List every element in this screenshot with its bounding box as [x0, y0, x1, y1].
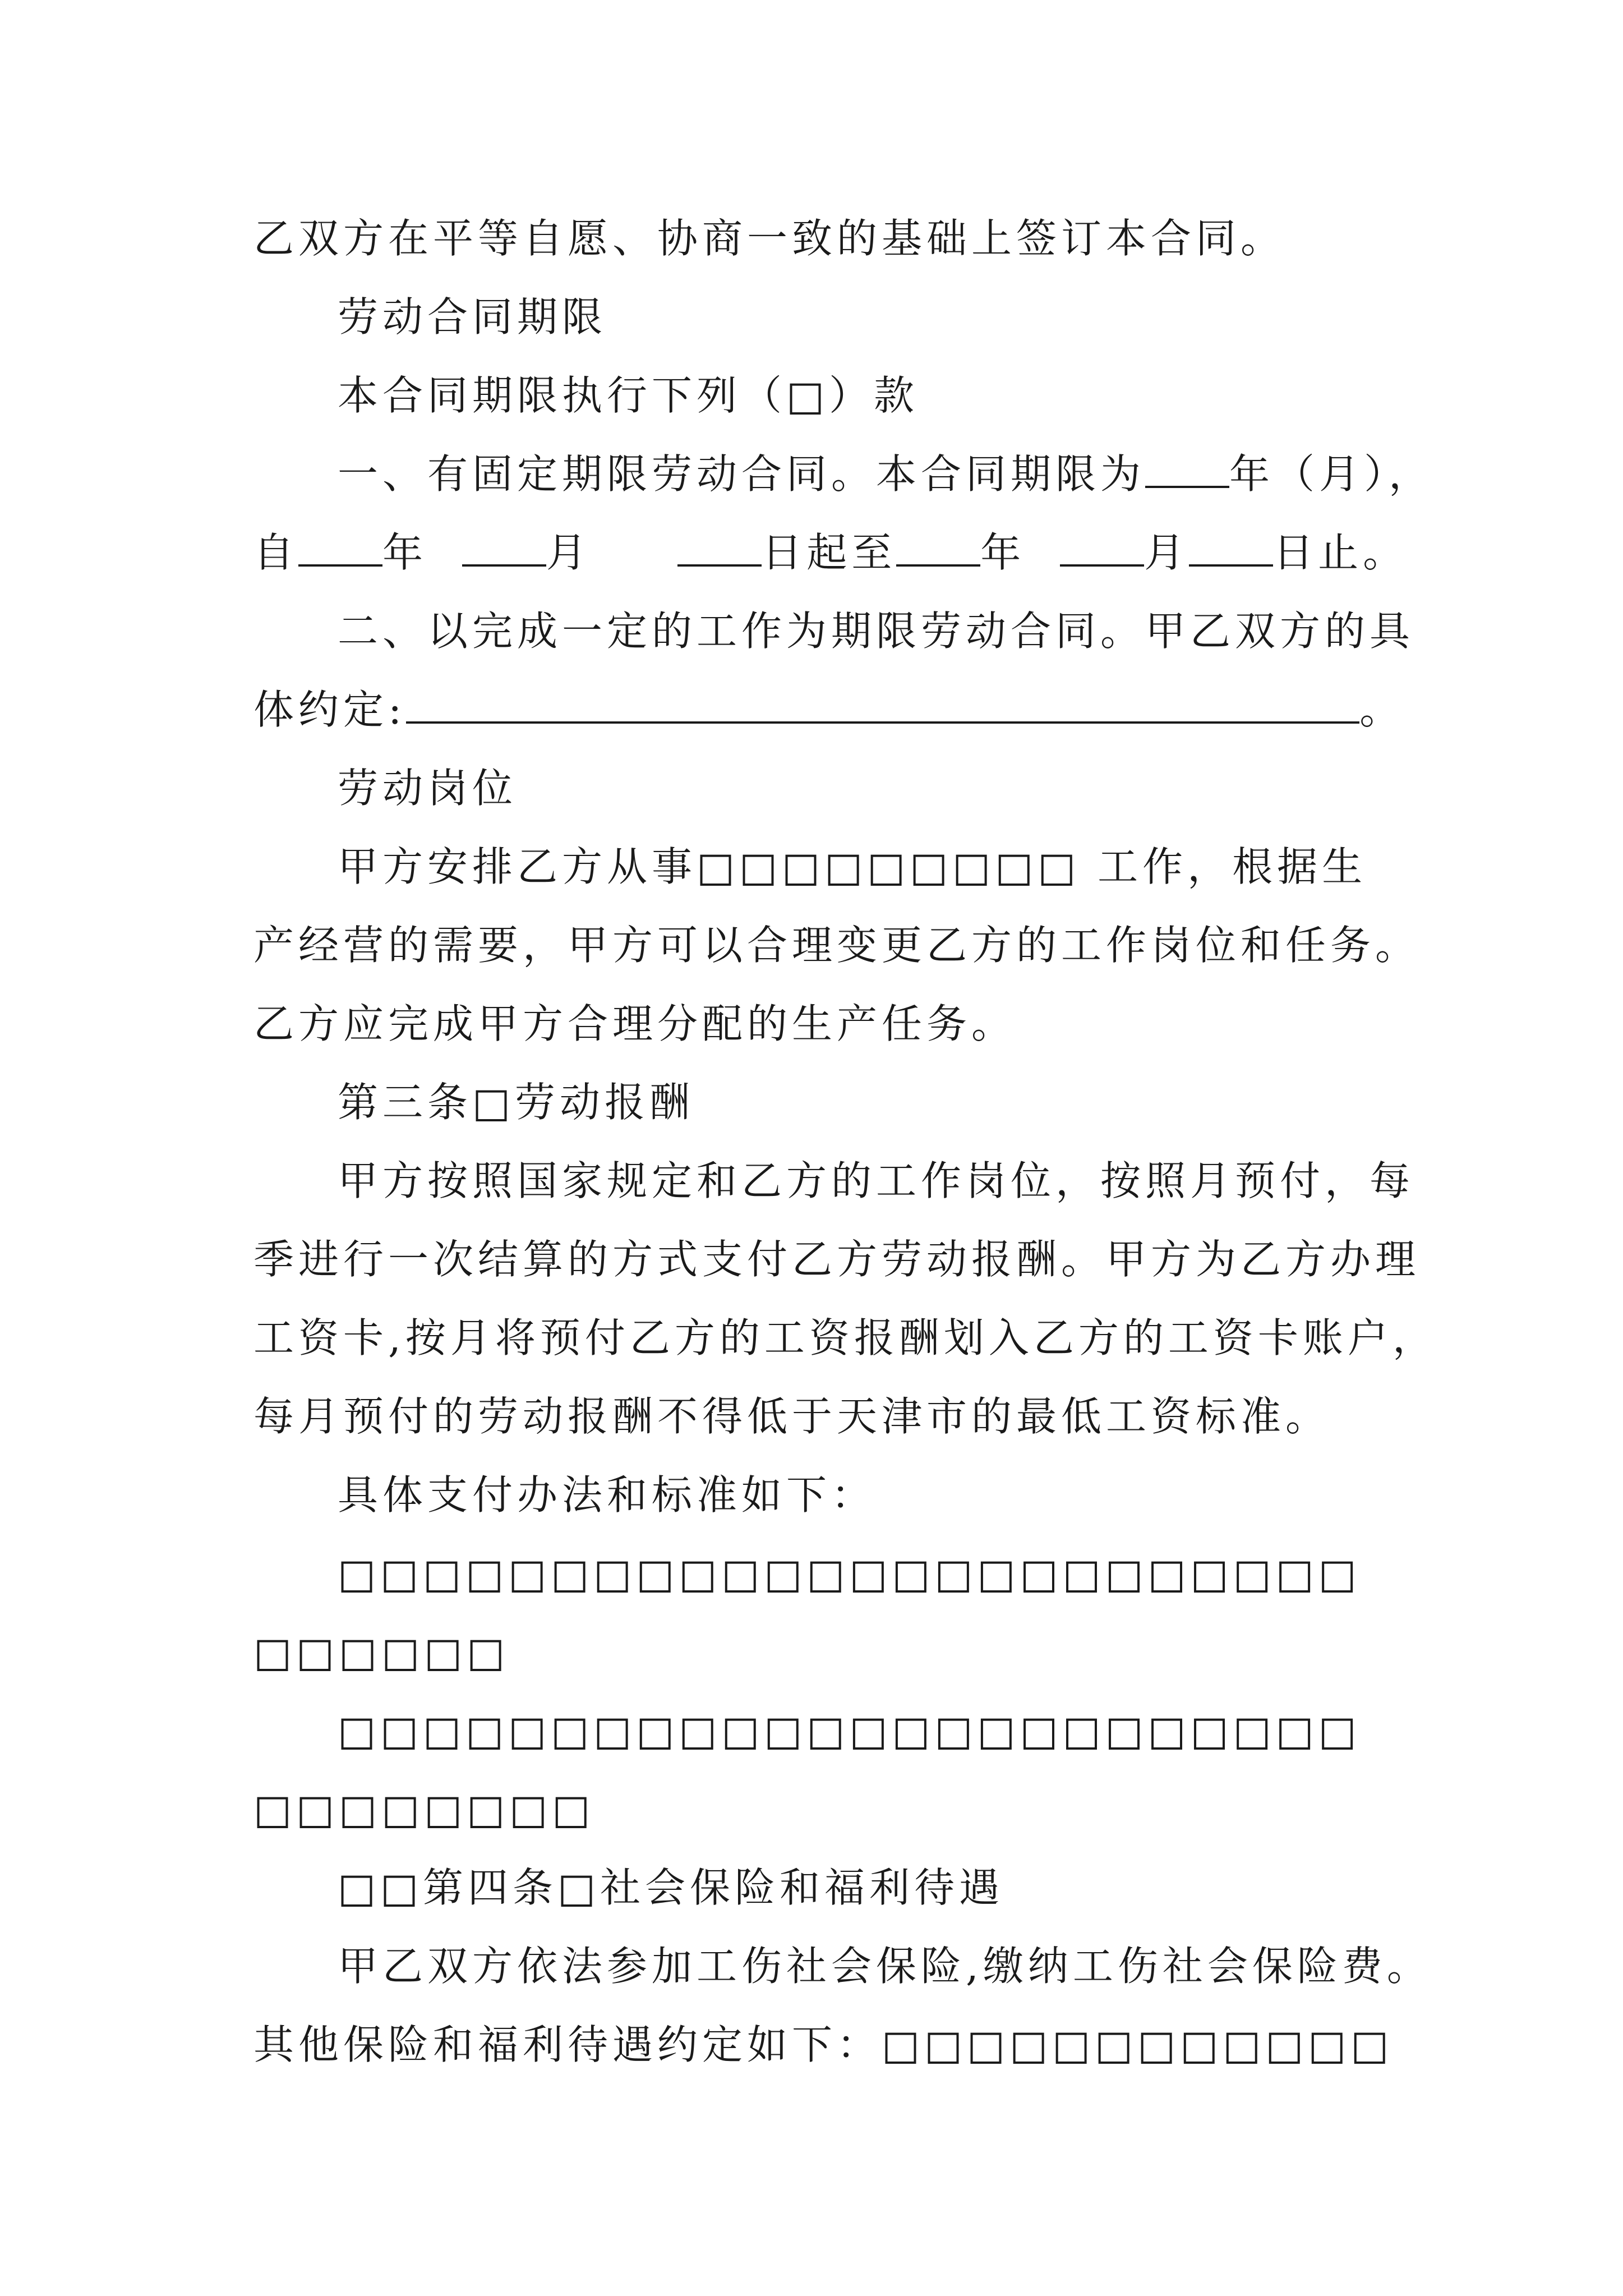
text-segment: 。 [1359, 686, 1405, 733]
text-line: □□□□□□□□ [253, 1786, 595, 1833]
text-line: 季进行一次结算的方式支付乙方劳动报酬。甲方为乙方办理 [253, 1236, 1421, 1283]
section-heading-term: 劳动合同期限 [338, 293, 607, 341]
fill-blank [896, 525, 980, 567]
text-segment: 体约定: [253, 686, 407, 733]
text-line: 本合同期限执行下列（□）款 [338, 372, 919, 419]
text-line: □□□□□□ [253, 1628, 510, 1676]
text-line: □□□□□□□□□□□□□□□□□□□□□□□□ [338, 1550, 1361, 1597]
text-segment: 日止。 [1273, 529, 1408, 576]
text-segment: 一、有固定期限劳动合同。本合同期限为 [338, 450, 1146, 498]
fill-blank [1189, 525, 1273, 567]
section-heading-article-3: 第三条□劳动报酬 [338, 1079, 695, 1126]
fill-blank [406, 682, 1359, 724]
section-heading-article-4: □□第四条□社会保险和福利待遇 [338, 1864, 1004, 1911]
text-segment: 年 [980, 529, 1026, 576]
text-segment: 月 [1144, 529, 1189, 576]
text-segment: 自 [253, 529, 299, 576]
fill-blank [1060, 525, 1144, 567]
text-segment: 年（月）， [1229, 450, 1434, 498]
text-line: 乙双方在平等自愿、协商一致的基础上签订本合同。 [253, 215, 1286, 262]
text-line: 工资卡,按月将预付乙方的工资报酬划入乙方的工资卡账户， [253, 1314, 1437, 1361]
text-line: 甲方按照国家规定和乙方的工作岗位，按照月预付，每 [338, 1157, 1415, 1204]
fill-blank [298, 525, 382, 567]
text-line: 二、以完成一定的工作为期限劳动合同。甲乙双方的具 [338, 608, 1415, 655]
text-line: 每月预付的劳动报酬不得低于天津市的最低工资标准。 [253, 1393, 1331, 1440]
text-segment: 日起至 [762, 529, 897, 576]
fill-blank [1145, 447, 1229, 488]
text-segment: 年 [382, 529, 428, 576]
text-line: 甲方安排乙方从事□□□□□□□□□ 工作，根据生 [338, 843, 1367, 890]
text-line [253, 524, 1408, 581]
text-line: 其他保险和福利待遇约定如下：□□□□□□□□□□□□ [253, 2021, 1394, 2068]
section-heading-position: 劳动岗位 [338, 765, 518, 812]
fill-blank [677, 525, 762, 567]
text-line: 乙方应完成甲方合理分配的生产任务。 [253, 1000, 1017, 1047]
fill-blank [462, 525, 546, 567]
text-line [253, 682, 1404, 738]
text-line [338, 446, 1433, 502]
text-line: 甲乙双方依法参加工伤社会保险,缴纳工伤社会保险费。 [338, 1943, 1432, 1990]
text-line: □□□□□□□□□□□□□□□□□□□□□□□□ [338, 1707, 1361, 1754]
text-line: 具体支付办法和标准如下： [338, 1471, 877, 1519]
text-segment: 月 [546, 529, 591, 576]
text-line: 产经营的需要，甲方可以合理变更乙方的工作岗位和任务。 [253, 922, 1421, 969]
